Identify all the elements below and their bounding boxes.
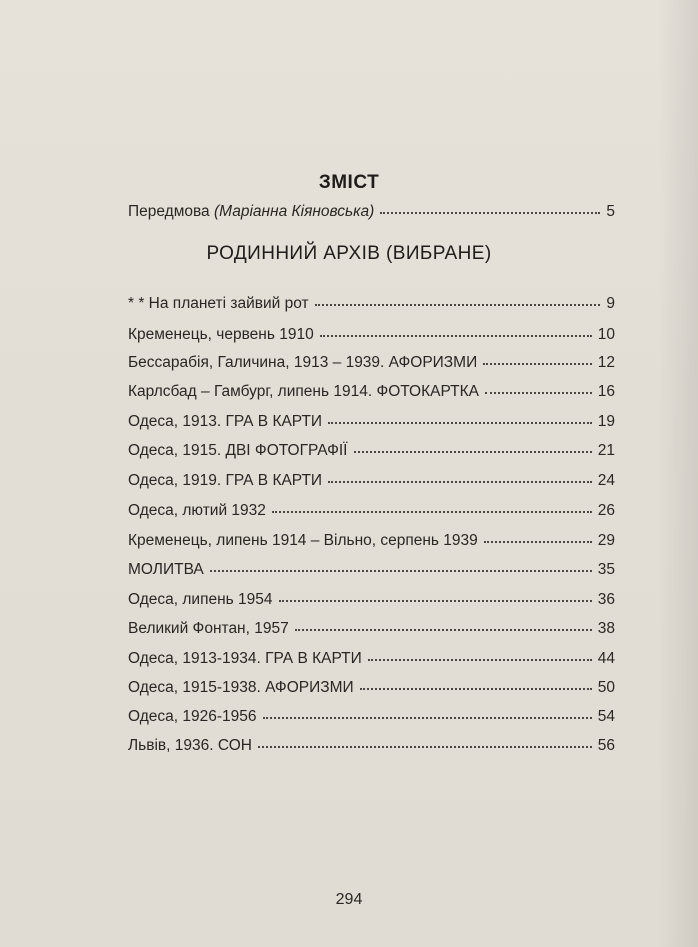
entry-title: Великий Фонтан, 1957 [128,620,289,637]
toc-entry [128,500,615,524]
toc-entry-preface [128,201,615,225]
entry-title: Львів, 1936. СОН [128,737,252,754]
toc-entry [128,440,615,464]
page-fold-shadow [658,0,698,947]
toc-entry [128,324,615,348]
toc-entry [128,677,615,701]
section-heading: РОДИННИЙ АРХІВ (ВИБРАНЕ) [206,243,492,264]
entry-page-number: 29 [597,532,615,549]
toc-entry [128,293,615,317]
preface-title-group [128,201,374,223]
entry-page-number: 10 [597,326,615,343]
dot-leader [354,451,592,453]
entry-page-number: 44 [597,650,615,667]
entry-title: Кременець, червень 1910 [128,326,314,343]
toc-entry [128,618,615,642]
entry-title: Кременець, липень 1914 – Вільно, серпень 1939 [128,532,478,549]
entry-page-number: 21 [597,442,615,459]
dot-leader [483,363,592,365]
entry-title: Одеса, 1915. ДВІ ФОТОГРАФІЇ [128,442,348,459]
entry-title: Одеса, 1915-1938. АФОРИЗМИ [128,679,354,696]
preface-page-number: 5 [606,203,615,220]
entry-title: Одеса, 1913. ГРА В КАРТИ [128,413,323,430]
dot-leader [210,570,592,572]
entry-page-number: 9 [606,295,615,312]
entry-page-number: 16 [597,383,615,400]
dot-leader [368,659,592,661]
toc-entry [128,530,615,554]
entry-title: Одеса, липень 1954 [128,591,273,608]
dot-leader [328,422,592,424]
toc-entry [128,352,615,376]
dot-leader [315,304,601,306]
entry-page-number: 26 [597,502,615,519]
toc-entry [128,381,615,405]
toc-entry [128,648,615,672]
entry-page-number: 12 [597,354,615,371]
toc-heading: ЗМІСТ [318,172,380,193]
toc-entry [128,411,615,435]
toc-entry [128,589,615,613]
dot-leader [279,600,592,602]
dot-leader [328,481,592,483]
entry-page-number: 24 [597,472,615,489]
toc-entry [128,470,615,494]
preface-title: Передмова [128,203,210,220]
entry-page-number: 50 [597,679,615,696]
dot-leader [295,629,592,631]
entry-page-number: 38 [597,620,615,637]
dot-leader [258,746,592,748]
toc-entry [128,706,615,730]
entry-title: Одеса, лютий 1932 [128,502,266,519]
dot-leader [263,717,592,719]
dot-leader [360,688,592,690]
entry-title: Бессарабія, Галичина, 1913 – 1939. АФОРИЗМИ [128,354,478,371]
entry-page-number: 56 [597,737,615,754]
page-number-footer: 294 [335,891,363,908]
toc-entry [128,559,615,583]
entry-title: Одеса, 1926-1956 [128,708,257,725]
entry-page-number: 36 [597,591,615,608]
dot-leader [380,212,600,214]
entry-page-number: 19 [597,413,615,430]
entry-title: Одеса, 1913-1934. ГРА В КАРТИ [128,650,362,667]
entry-title: МОЛИТВА [128,561,204,578]
dot-leader [272,511,592,513]
entry-title: Карлсбад – Гамбург, липень 1914. ФОТОКАРТКА [128,383,479,400]
dot-leader [485,392,592,394]
toc-entry [128,735,615,759]
preface-author: (Маріанна Кіяновська) [213,203,375,220]
entry-title: Одеса, 1919. ГРА В КАРТИ [128,472,323,489]
entry-page-number: 35 [597,561,615,578]
entry-page-number: 54 [597,708,615,725]
dot-leader [320,335,592,337]
entry-title: * * На планеті зайвий рот [128,295,309,312]
dot-leader [484,541,592,543]
